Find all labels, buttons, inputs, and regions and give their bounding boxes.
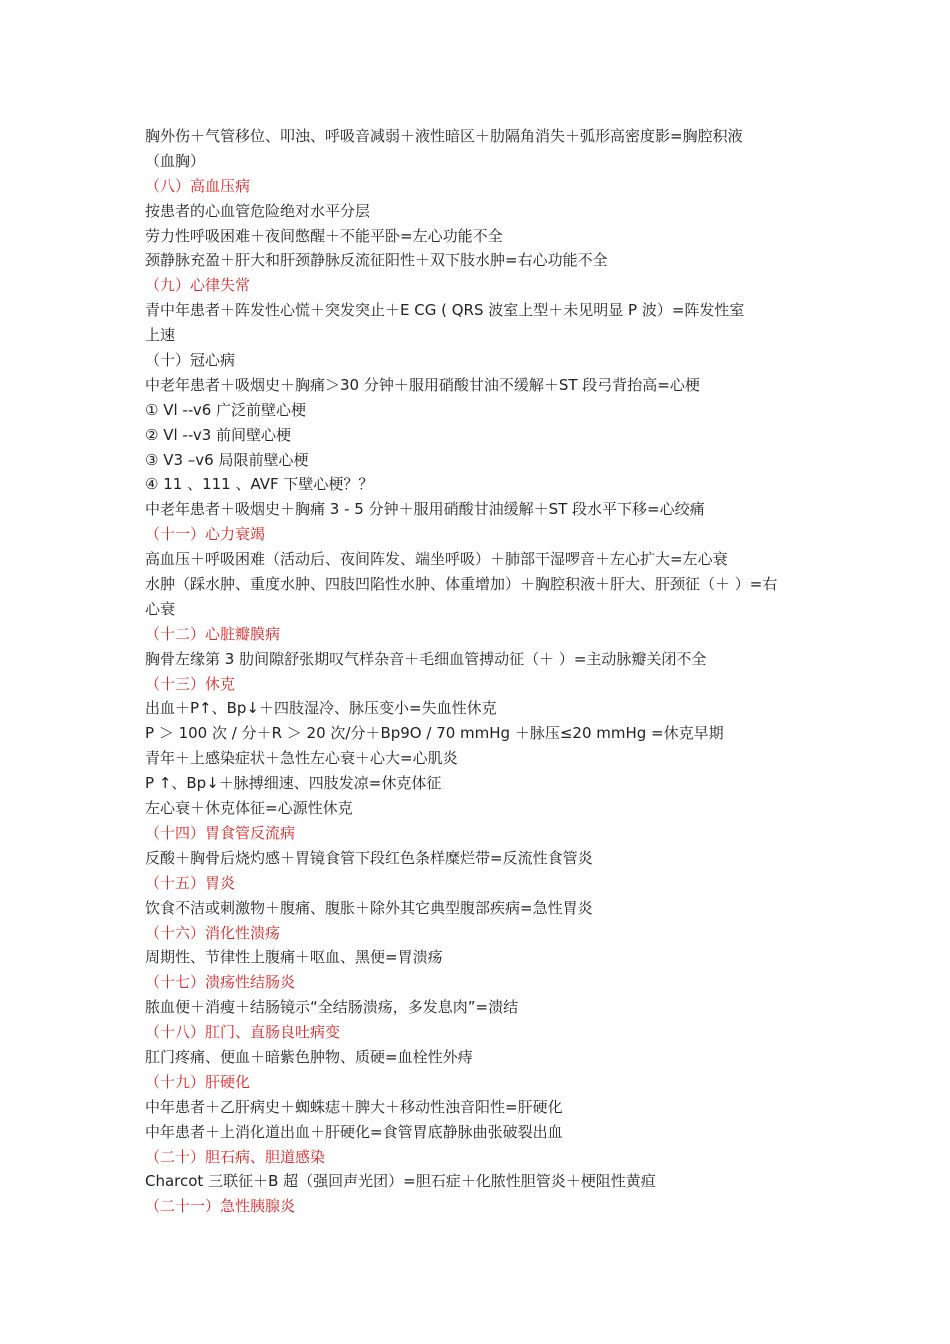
section-heading: （十五）胃炎 (145, 873, 236, 892)
text-line: 胸外伤＋气管移位、叩浊、呼吸音减弱＋液性暗区＋肋隔角消失＋弧形高密度影=胸腔积液 (145, 127, 743, 145)
text-line: 肛门疼痛、便血＋暗紫色肿物、质硬=血栓性外痔 (145, 1047, 473, 1066)
text-line: 上速 (145, 326, 176, 345)
text-line: ① Vl --v6 广泛前壁心梗 (145, 400, 307, 419)
text-line: 中老年患者＋吸烟史＋胸痛 3 - 5 分钟＋服用硝酸甘油缓解＋ST 段水平下移=心绞痛 (145, 500, 705, 519)
text-line: ③ V3 –v6 局限前壁心梗 (145, 450, 309, 469)
text-line: 青中年患者＋阵发性心慌＋突发突止＋E CG ( QRS 波室上型＋未见明显 P 波）=阵发性室 (145, 301, 745, 320)
text-line: ④ 11 、111 、AVF 下壁心梗？？ (145, 475, 374, 494)
section-heading: （十二）心脏瓣膜病 (145, 624, 281, 643)
section-heading: （十七）溃疡性结肠炎 (145, 973, 296, 992)
section-heading: （十三）休克 (145, 674, 236, 693)
text-line: 青年＋上感染症状＋急性左心衰＋心大=心肌炎 (145, 749, 458, 768)
section-heading: （八）高血压病 (145, 176, 251, 195)
text-line: 左心衰＋休克体征=心源性休克 (145, 799, 353, 818)
text-line: 周期性、节律性上腹痛＋呕血、黑便=胃溃疡 (145, 948, 443, 967)
text-line: ② Vl --v3 前间壁心梗 (145, 425, 292, 444)
text-line: P ＞ 100 次 / 分＋R ＞ 20 次/分＋Bp9O / 70 mmHg ＋脉压≤20 mmHg =休克早期 (145, 724, 724, 743)
section-heading: （十八）肛门、直肠良吐病变 (145, 1023, 341, 1042)
text-line: 胸骨左缘第 3 肋间隙舒张期叹气样杂音＋毛细血管搏动征（＋ ）=主动脉瓣关闭不全 (145, 649, 707, 668)
document-page (145, 124, 810, 1219)
text-line: 脓血便＋消瘦＋结肠镜示“全结肠溃疡，多发息肉”=溃结 (145, 998, 519, 1017)
section-heading: （十）冠心病 (145, 351, 236, 370)
text-line: P ↑、Bp↓＋脉搏细速、四肢发凉=休克体征 (145, 774, 442, 793)
text-line: 中老年患者＋吸烟史＋胸痛＞30 分钟＋服用硝酸甘油不缓解＋ST 段弓背抬高=心梗 (145, 375, 700, 394)
text-line: 高血压＋呼吸困难（活动后、夜间阵发、端坐呼吸）＋肺部干湿啰音＋左心扩大=左心衰 (145, 550, 728, 569)
text-line: 按患者的心血管危险绝对水平分层 (145, 201, 371, 220)
text-line: （血胸） (145, 151, 206, 170)
text-line: 反酸＋胸骨后烧灼感＋胃镜食管下段红色条样糜烂带=反流性食管炎 (145, 848, 593, 867)
text-line: 出血＋P↑、Bp↓＋四肢湿冷、脉压变小=失血性休克 (145, 699, 497, 718)
text-line: 劳力性呼吸困难＋夜间憋醒＋不能平卧=左心功能不全 (145, 226, 503, 245)
section-heading: （十九）肝硬化 (145, 1072, 251, 1091)
text-line: 水肿（踩水肿、重度水肿、四肢凹陷性水肿、体重增加）＋胸腔积液＋肝大、肝颈征（＋ ）=右 (145, 575, 778, 594)
text-line: 心衰 (145, 599, 176, 618)
section-heading: （十一）心力衰竭 (145, 525, 266, 544)
text-line: 中年患者＋上消化道出血＋肝硬化=食管胃底静脉曲张破裂出血 (145, 1122, 563, 1141)
section-heading: （十四）胃食管反流病 (145, 823, 296, 842)
section-heading: （十六）消化性溃疡 (145, 923, 281, 942)
section-heading: （二十一）急性胰腺炎 (145, 1197, 296, 1216)
text-line: 颈静脉充盈＋肝大和肝颈静脉反流征阳性＋双下肢水肿=右心功能不全 (145, 251, 608, 270)
section-heading: （二十）胆石病、胆道感染 (145, 1147, 326, 1166)
text-line: 中年患者＋乙肝病史＋蜘蛛痣＋脾大＋移动性浊音阳性=肝硬化 (145, 1097, 563, 1116)
text-line: Charcot 三联征＋B 超（强回声光团）=胆石症＋化脓性胆管炎＋梗阻性黄疸 (145, 1172, 656, 1191)
section-heading: （九）心律失常 (145, 276, 251, 295)
text-line: 饮食不洁或刺激物＋腹痛、腹胀＋除外其它典型腹部疾病=急性胃炎 (145, 898, 593, 917)
